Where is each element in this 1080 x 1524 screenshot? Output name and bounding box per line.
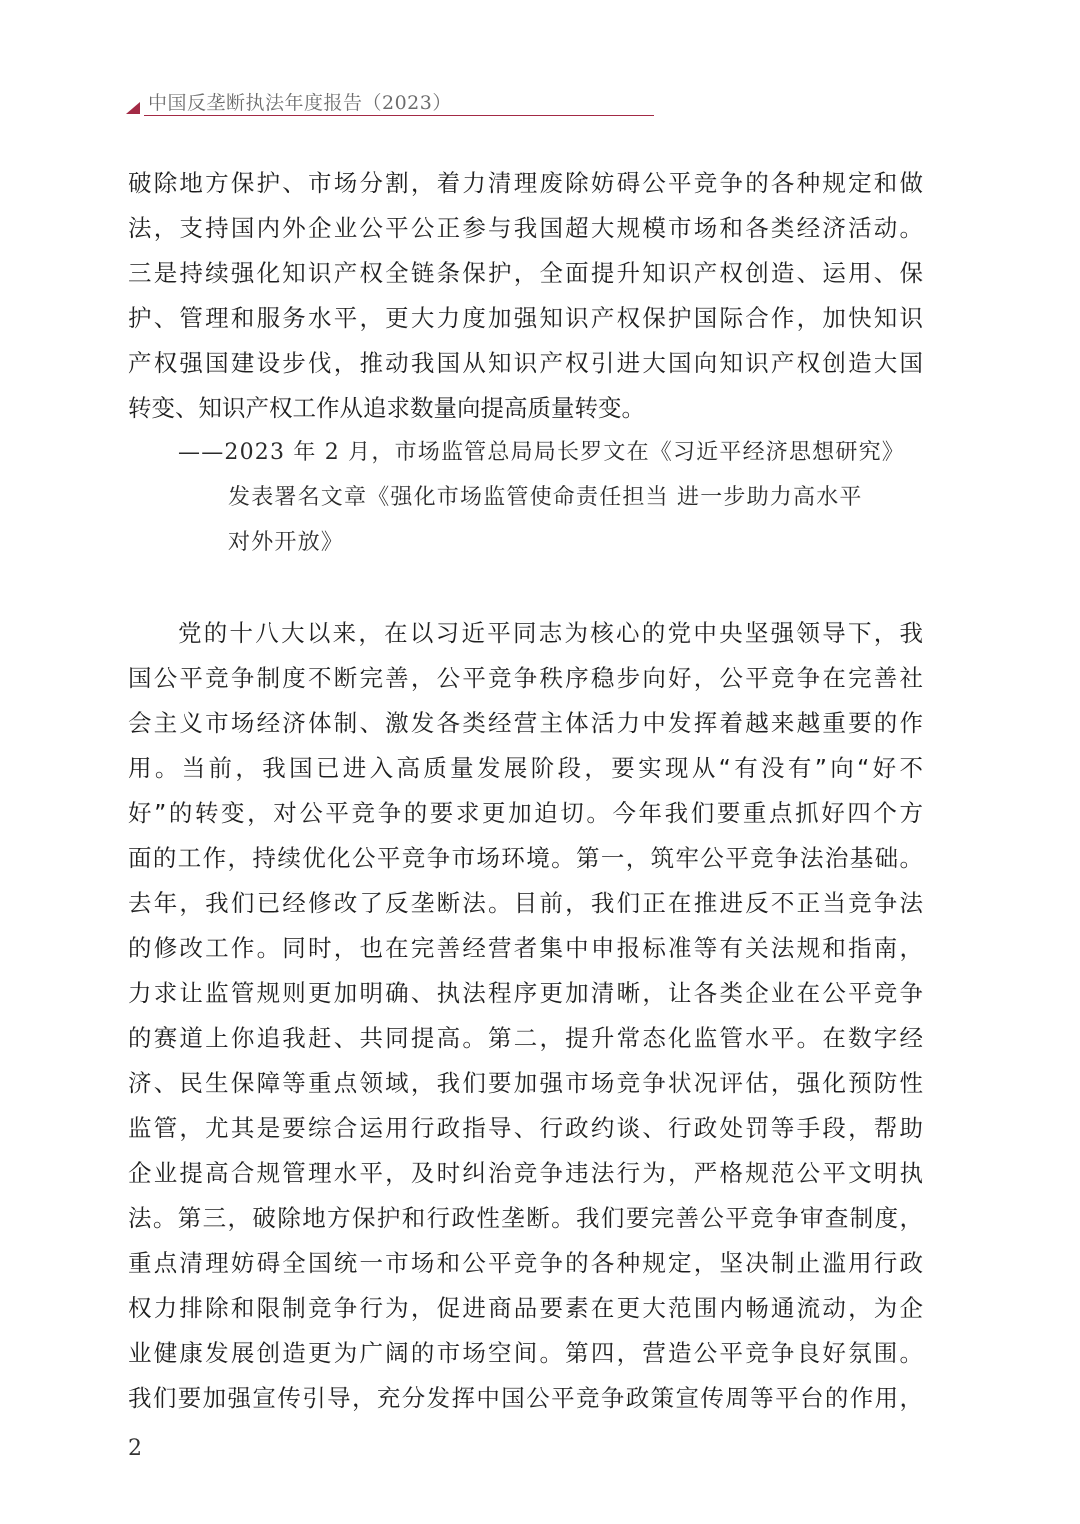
quote-line: 转变、知识产权工作从追求数量向提高质量转变。	[128, 394, 645, 422]
quote-line: 三是持续强化知识产权全链条保护，全面提升知识产权创造、运用、保	[128, 259, 923, 287]
body-line: 权力排除和限制竞争行为，促进商品要素在更大范围内畅通流动，为企	[128, 1294, 923, 1322]
body-line: 监管，尤其是要综合运用行政指导、行政约谈、行政处罚等手段，帮助	[128, 1114, 923, 1142]
page-number: 2	[128, 1436, 142, 1461]
body-line: 党的十八大以来，在以习近平同志为核心的党中央坚强领导下，我	[178, 619, 923, 647]
body-line: 力求让监管规则更加明确、执法程序更加清晰，让各类企业在公平竞争	[128, 979, 923, 1007]
body-line: 业健康发展创造更为广阔的市场空间。第四，营造公平竞争良好氛围。	[128, 1339, 923, 1367]
body-line: 国公平竞争制度不断完善，公平竞争秩序稳步向好，公平竞争在完善社	[128, 664, 923, 692]
body-line: 我们要加强宣传引导，充分发挥中国公平竞争政策宣传周等平台的作用，	[128, 1384, 923, 1412]
citation-line: ——2023 年 2 月，市场监管总局局长罗文在《习近平经济思想研究》	[178, 440, 905, 465]
header-triangle-icon	[126, 102, 140, 114]
body-line: 的赛道上你追我赶、共同提高。第二，提升常态化监管水平。在数字经	[128, 1024, 923, 1052]
body-line: 会主义市场经济体制、激发各类经营主体活力中发挥着越来越重要的作	[128, 709, 923, 737]
body-line: 企业提高合规管理水平，及时纠治竞争违法行为，严格规范公平文明执	[128, 1159, 923, 1187]
header-rule	[144, 115, 654, 116]
citation-line: 发表署名文章《强化市场监管使命责任担当 进一步助力高水平	[228, 485, 863, 510]
body-line: 的修改工作。同时，也在完善经营者集中申报标准等有关法规和指南，	[128, 934, 923, 962]
body-line: 济、民生保障等重点领域，我们要加强市场竞争状况评估，强化预防性	[128, 1069, 923, 1097]
quote-line: 护、管理和服务水平，更大力度加强知识产权保护国际合作，加快知识	[128, 304, 923, 332]
body-line: 用。当前，我国已进入高质量发展阶段，要实现从“有没有”向“好不	[128, 754, 923, 782]
body-line: 好”的转变，对公平竞争的要求更加迫切。今年我们要重点抓好四个方	[128, 799, 923, 827]
running-header	[126, 88, 654, 118]
body-line: 去年，我们已经修改了反垄断法。目前，我们正在推进反不正当竞争法	[128, 889, 923, 917]
body-line: 面的工作，持续优化公平竞争市场环境。第一，筑牢公平竞争法治基础。	[128, 844, 923, 872]
citation-line: 对外开放》	[228, 530, 345, 555]
quote-line: 破除地方保护、市场分割，着力清理废除妨碍公平竞争的各种规定和做	[128, 169, 923, 197]
header-title: 中国反垄断执法年度报告（2023）	[148, 92, 452, 114]
quote-line: 法，支持国内外企业公平公正参与我国超大规模市场和各类经济活动。	[128, 214, 923, 242]
body-line: 法。第三，破除地方保护和行政性垄断。我们要完善公平竞争审查制度，	[128, 1204, 923, 1232]
body-line: 重点清理妨碍全国统一市场和公平竞争的各种规定，坚决制止滥用行政	[128, 1249, 923, 1277]
quote-line: 产权强国建设步伐，推动我国从知识产权引进大国向知识产权创造大国	[128, 349, 923, 377]
